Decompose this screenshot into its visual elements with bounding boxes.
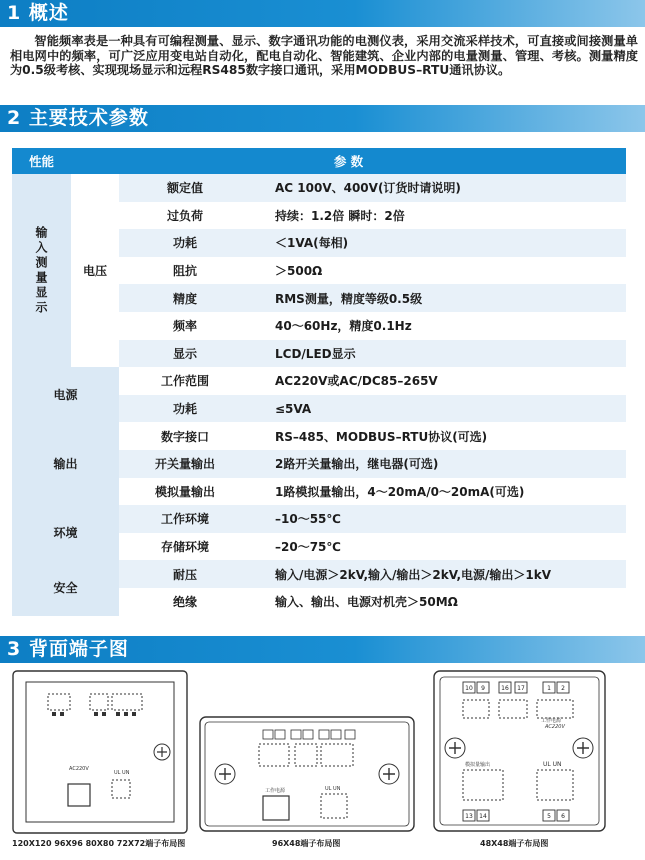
group-output: 输出 [12,422,119,505]
header-property: 性能 [12,148,71,174]
param-name: 数字接口 [119,422,251,450]
svg-text:6: 6 [561,813,565,820]
param-name: 存储环境 [119,533,251,561]
param-name: 额定值 [119,174,251,202]
param-value: 输入、输出、电源对机壳＞50MΩ [251,588,626,616]
param-name: 显示 [119,340,251,368]
table-row [12,367,626,395]
svg-text:UL UN: UL UN [325,786,341,792]
param-value: ＜1VA(每相) [251,229,626,257]
svg-text:14: 14 [479,813,487,820]
param-name: 过负荷 [119,202,251,230]
svg-text:13: 13 [465,813,473,820]
param-value: 1路模拟量输出，4～20mA/0～20mA(可选) [251,478,626,506]
param-value: AC220V或AC/DC85–265V [251,367,626,395]
table-row [12,174,626,202]
overview-paragraph: 智能频率表是一种具有可编程测量、显示、数字通讯功能的电测仪表，采用交流采样技术，可直接或间接测量单相电网中的频率，可广泛应用变电站自动化，配电自动化、智能建筑、企业内部的电量测量、管理、考核。测量精度为0.5级考核、实现现场显示和远程RS485数字接口通讯，采用MODBUS–RTU通讯协议。 [10,34,638,78]
svg-text:AC220V: AC220V [69,766,89,772]
header-params: 参 数 [71,148,626,174]
table-row [12,505,626,533]
param-value: AC 100V、400V(订货时请说明) [251,174,626,202]
section-header-params: 2 主要技术参数 [0,105,645,132]
param-name: 工作范围 [119,367,251,395]
svg-text:5: 5 [547,813,551,820]
param-value: 2路开关量输出，继电器(可选) [251,450,626,478]
terminal-diagram-small [433,670,606,832]
table-row [12,422,626,450]
param-name: 功耗 [119,229,251,257]
param-name: 功耗 [119,395,251,423]
param-value: 持续：1.2倍 瞬时：2倍 [251,202,626,230]
svg-text:16: 16 [501,685,509,692]
param-name: 开关量输出 [119,450,251,478]
spec-table-header [12,148,626,174]
param-name: 工作环境 [119,505,251,533]
param-value: –10～55℃ [251,505,626,533]
group-power: 电源 [12,367,119,422]
param-name: 绝缘 [119,588,251,616]
svg-text:AC220V: AC220V [545,724,565,730]
group-input-sub: 电压 [71,174,119,367]
param-value: –20～75℃ [251,533,626,561]
group-env: 环境 [12,505,119,560]
param-name: 模拟量输出 [119,478,251,506]
svg-text:2: 2 [561,685,565,692]
svg-text:工作电源: 工作电源 [541,718,562,724]
svg-text:工作电源: 工作电源 [265,788,286,794]
param-value: ≤5VA [251,395,626,423]
figure-caption-large: 120X120 96X96 80X80 72X72端子布局图 [12,839,186,848]
param-value: LCD/LED显示 [251,340,626,368]
param-name: 精度 [119,284,251,312]
svg-text:9: 9 [481,685,485,692]
param-value: RS–485、MODBUS–RTU协议(可选) [251,422,626,450]
param-value: 40～60Hz，精度0.1Hz [251,312,626,340]
terminal-figures [0,668,645,860]
svg-text:1: 1 [547,685,551,692]
svg-text:UL UN: UL UN [543,761,562,768]
svg-text:10: 10 [465,685,473,692]
svg-text:模拟量输出: 模拟量输出 [465,762,491,768]
section-header-overview: 1 概述 [0,0,645,27]
param-value: RMS测量，精度等级0.5级 [251,284,626,312]
svg-text:17: 17 [517,685,525,692]
param-name: 频率 [119,312,251,340]
terminal-diagram-wide [199,716,415,832]
figure-caption-small: 48X48端子布局图 [480,839,549,848]
figure-caption-wide: 96X48端子布局图 [272,839,341,848]
table-row [12,560,626,588]
param-value: 输入/电源＞2kV,输入/输出＞2kV,电源/输出＞1kV [251,560,626,588]
group-safety: 安全 [12,560,119,615]
param-value: ＞500Ω [251,257,626,285]
group-input: 输入测量显示 [12,174,71,367]
terminal-diagram-large [12,670,188,834]
svg-text:UL UN: UL UN [114,770,130,776]
param-name: 耐压 [119,560,251,588]
section-header-terminal: 3 背面端子图 [0,636,645,663]
param-name: 阻抗 [119,257,251,285]
spec-table [12,148,626,616]
